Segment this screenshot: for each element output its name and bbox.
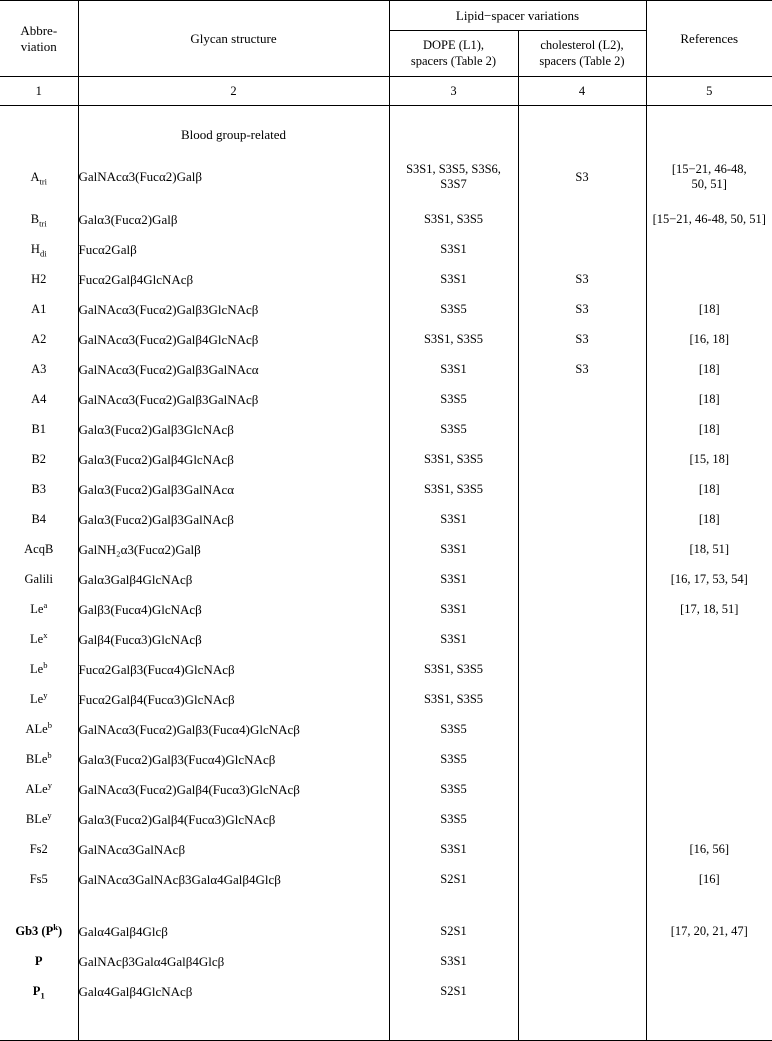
cell-references: [17, 18, 51]	[680, 602, 739, 616]
cell-dope-spacers: S3S5	[389, 775, 518, 805]
cell-dope-spacers: S3S5	[389, 295, 518, 325]
cell-references: [15−21, 46-48, 50, 51]	[671, 162, 747, 191]
table-row	[0, 505, 772, 535]
cell-dope-spacers: S2S1	[389, 977, 518, 1007]
section-header-dope-cell	[389, 120, 518, 150]
cell-abbreviation: $B_{tri}$	[0, 205, 78, 235]
cell-abbreviation: BLe$^y$	[0, 805, 78, 835]
cell-references: [18]	[698, 302, 720, 316]
cell-references: [16, 17, 53, 54]	[670, 572, 748, 586]
table-row	[0, 977, 772, 1007]
section-header-ref-cell	[646, 120, 772, 150]
cell-dope-spacers: S3S1	[389, 947, 518, 977]
cell-glycan-structure: Galα3(Fucα2)Galβ4(Fucα3)GlcNAcβ	[78, 805, 389, 835]
cell-glycan-structure: Galα3(Fucα2)Galβ4GlcNAcβ	[78, 445, 389, 475]
cell-dope-spacers: S3S5	[389, 415, 518, 445]
cell-dope-spacers: S3S1, S3S5	[389, 445, 518, 475]
cell-cholesterol-spacers	[518, 595, 646, 625]
spacer-row-top	[0, 106, 772, 120]
cell-references	[646, 775, 772, 805]
cell-dope-spacers: S3S1, S3S5	[389, 655, 518, 685]
table-row	[0, 865, 772, 895]
cell-abbreviation: B4	[0, 505, 78, 535]
cell-abbreviation: ALe$^b$	[0, 715, 78, 745]
header-abbreviation-line2: viation	[20, 38, 57, 54]
table-row	[0, 565, 772, 595]
table-row	[0, 295, 772, 325]
gap-cell	[389, 895, 518, 917]
table-row	[0, 325, 772, 355]
table-row	[0, 150, 772, 205]
cell-glycan-structure: Galα3(Fucα2)Galβ3GlcNAcβ	[78, 415, 389, 445]
cell-glycan-structure: Galα4Galβ4Glcβ	[78, 917, 389, 947]
cell-abbreviation: Fs5	[0, 865, 78, 895]
spacer-cell	[646, 106, 772, 120]
cell-glycan-structure: Galβ4(Fucα3)GlcNAcβ	[78, 625, 389, 655]
cell-abbreviation: B3	[0, 475, 78, 505]
table-row	[0, 625, 772, 655]
cell-dope-spacers: S3S1	[389, 595, 518, 625]
cell-cholesterol-spacers	[518, 445, 646, 475]
cell-cholesterol-spacers: S3	[518, 355, 646, 385]
column-number-5: 5	[646, 77, 772, 106]
cell-glycan-structure: Galα3(Fucα2)Galβ3GalNAcβ	[78, 505, 389, 535]
cell-glycan-structure: GalNAcα3(Fucα2)Galβ4(Fucα3)GlcNAcβ	[78, 775, 389, 805]
cell-dope-spacers: S3S1, S3S5	[389, 685, 518, 715]
cell-abbreviation: Le$^b$	[0, 655, 78, 685]
cell-cholesterol-spacers	[518, 235, 646, 265]
cell-cholesterol-spacers	[518, 917, 646, 947]
column-number-2: 2	[78, 77, 389, 106]
cell-dope-spacers: S3S5	[389, 715, 518, 745]
cell-cholesterol-spacers	[518, 775, 646, 805]
cell-references	[646, 977, 772, 1007]
gap-cell	[518, 895, 646, 917]
cell-abbreviation: H2	[0, 265, 78, 295]
cell-dope-spacers: S3S1	[389, 235, 518, 265]
cell-cholesterol-spacers	[518, 805, 646, 835]
cell-references: [18, 51]	[689, 542, 730, 556]
cell-glycan-structure: Galα3(Fucα2)Galβ	[78, 205, 389, 235]
cell-references: [15−21, 46-48, 50, 51]	[652, 212, 766, 226]
table-row	[0, 775, 772, 805]
cell-abbreviation: A3	[0, 355, 78, 385]
cell-abbreviation: Fs2	[0, 835, 78, 865]
cell-abbreviation: Le$^y$	[0, 685, 78, 715]
cell-dope-spacers: S3S5	[389, 385, 518, 415]
header-abbreviation	[0, 1, 78, 77]
cell-dope-spacers: S3S1	[389, 265, 518, 295]
cell-glycan-structure: GalNH₂α3(Fucα2)Galβ	[78, 535, 389, 565]
cell-references	[646, 235, 772, 265]
table-row	[0, 655, 772, 685]
header-cholesterol	[518, 31, 646, 77]
table-row	[0, 805, 772, 835]
header-references	[646, 1, 772, 77]
header-cholesterol-line2: spacers (Table 2)	[539, 53, 625, 68]
table-row	[0, 475, 772, 505]
column-number-4: 4	[518, 77, 646, 106]
cell-abbreviation: A2	[0, 325, 78, 355]
table-row	[0, 445, 772, 475]
cell-glycan-structure: Fucα2Galβ4GlcNAcβ	[78, 265, 389, 295]
cell-cholesterol-spacers	[518, 475, 646, 505]
cell-references: [18]	[698, 362, 720, 376]
cell-cholesterol-spacers	[518, 625, 646, 655]
cell-dope-spacers: S2S1	[389, 865, 518, 895]
cell-abbreviation: A1	[0, 295, 78, 325]
cell-cholesterol-spacers	[518, 835, 646, 865]
cell-references: [18]	[698, 392, 720, 406]
cell-dope-spacers: S2S1	[389, 917, 518, 947]
cell-abbreviation: $A_{tri}$	[0, 150, 78, 205]
table-row	[0, 535, 772, 565]
cell-glycan-structure: GalNAcα3(Fucα2)Galβ3(Fucα4)GlcNAcβ	[78, 715, 389, 745]
header-dope	[389, 31, 518, 77]
cell-abbreviation: Le$^a$	[0, 595, 78, 625]
header-abbreviation-line1: Abbre-	[20, 22, 58, 38]
cell-references: [16, 56]	[689, 842, 730, 856]
cell-references	[646, 805, 772, 835]
header-lipid-spacer-group-label: Lipid−spacer variations	[455, 7, 580, 23]
header-glycan-structure	[78, 1, 389, 77]
table-row	[0, 835, 772, 865]
cell-glycan-structure: GalNAcα3(Fucα2)Galβ4GlcNAcβ	[78, 325, 389, 355]
cell-glycan-structure: Galα3(Fucα2)Galβ3GalNAcα	[78, 475, 389, 505]
cell-references	[646, 265, 772, 295]
cell-abbreviation: P	[0, 947, 78, 977]
cell-abbreviation: Galili	[0, 565, 78, 595]
cell-cholesterol-spacers	[518, 715, 646, 745]
cell-dope-spacers: S3S1, S3S5	[389, 205, 518, 235]
cell-references	[646, 655, 772, 685]
column-number-1: 1	[0, 77, 78, 106]
cell-cholesterol-spacers	[518, 205, 646, 235]
table-row	[0, 385, 772, 415]
cell-glycan-structure: Fucα2Galβ	[78, 235, 389, 265]
cell-glycan-structure: Fucα2Galβ4(Fucα3)GlcNAcβ	[78, 685, 389, 715]
cell-references: [17, 20, 21, 47]	[670, 924, 748, 938]
header-glycan-structure-label: Glycan structure	[190, 30, 277, 46]
gap-cell	[646, 895, 772, 917]
cell-cholesterol-spacers	[518, 685, 646, 715]
spacer-cell	[0, 106, 78, 120]
cell-abbreviation: Gb3 $(P^k)$	[0, 917, 78, 947]
cell-cholesterol-spacers	[518, 565, 646, 595]
cell-references	[646, 745, 772, 775]
cell-cholesterol-spacers	[518, 977, 646, 1007]
cell-glycan-structure: GalNAcα3GalNAcβ3Galα4Galβ4Glcβ	[78, 865, 389, 895]
cell-dope-spacers: S3S1	[389, 625, 518, 655]
cell-references: [15, 18]	[689, 452, 730, 466]
header-references-label: References	[680, 30, 739, 46]
cell-cholesterol-spacers	[518, 505, 646, 535]
cell-abbreviation: B2	[0, 445, 78, 475]
table-row	[0, 947, 772, 977]
cell-references	[646, 947, 772, 977]
cell-glycan-structure: Galα3(Fucα2)Galβ3(Fucα4)GlcNAcβ	[78, 745, 389, 775]
cell-abbreviation: AcqB	[0, 535, 78, 565]
header-lipid-spacer-group	[389, 1, 646, 31]
table-row	[0, 715, 772, 745]
section-header-title: Blood group-related	[78, 120, 389, 150]
cell-cholesterol-spacers	[518, 865, 646, 895]
table-row	[0, 205, 772, 235]
cell-references: [18]	[698, 512, 720, 526]
cell-glycan-structure: Galβ3(Fucα4)GlcNAcβ	[78, 595, 389, 625]
cell-references	[646, 625, 772, 655]
cell-glycan-structure: GalNAcβ3Galα4Galβ4Glcβ	[78, 947, 389, 977]
cell-dope-spacers: S3S1	[389, 835, 518, 865]
cell-dope-spacers: S3S1	[389, 565, 518, 595]
section-header-row	[0, 120, 772, 150]
cell-glycan-structure: GalNAcα3GalNAcβ	[78, 835, 389, 865]
cell-references: [18]	[698, 422, 720, 436]
cell-references	[646, 685, 772, 715]
cell-abbreviation: $H_{di}$	[0, 235, 78, 265]
spacer-cell	[389, 106, 518, 120]
cell-cholesterol-spacers	[518, 947, 646, 977]
cell-abbreviation: ALe$^y$	[0, 775, 78, 805]
table-row	[0, 355, 772, 385]
cell-dope-spacers: S3S1, S3S5	[389, 475, 518, 505]
cell-dope-spacers: S3S1, S3S5	[389, 325, 518, 355]
cell-cholesterol-spacers	[518, 745, 646, 775]
cell-cholesterol-spacers: S3	[518, 325, 646, 355]
table-row	[0, 745, 772, 775]
cell-dope-spacers: S3S1	[389, 505, 518, 535]
cell-references: [16]	[698, 872, 720, 886]
section-header-abbr-cell	[0, 120, 78, 150]
cell-abbreviation: B1	[0, 415, 78, 445]
spacer-cell	[78, 106, 389, 120]
cell-abbreviation: Le$^x$	[0, 625, 78, 655]
cell-cholesterol-spacers	[518, 415, 646, 445]
cell-references: [16, 18]	[689, 332, 730, 346]
cell-dope-spacers: S3S1	[389, 535, 518, 565]
cell-glycan-structure: Fucα2Galβ3(Fucα4)GlcNAcβ	[78, 655, 389, 685]
header-row-top	[0, 1, 772, 31]
cell-cholesterol-spacers	[518, 385, 646, 415]
table-row	[0, 415, 772, 445]
cell-glycan-structure: GalNAcα3(Fucα2)Galβ3GlcNAcβ	[78, 295, 389, 325]
cell-references	[646, 715, 772, 745]
section-gap-row	[0, 895, 772, 917]
cell-glycan-structure: Galα3Galβ4GlcNAcβ	[78, 565, 389, 595]
table-row	[0, 917, 772, 947]
cell-abbreviation: $P_1$	[0, 977, 78, 1007]
section-header-chol-cell	[518, 120, 646, 150]
cell-cholesterol-spacers	[518, 655, 646, 685]
table-row	[0, 685, 772, 715]
cell-glycan-structure: GalNAcα3(Fucα2)Galβ3GalNAcβ	[78, 385, 389, 415]
table-row	[0, 265, 772, 295]
table-row	[0, 235, 772, 265]
cell-references: [18]	[698, 482, 720, 496]
cell-dope-spacers: S3S1, S3S5, S3S6, S3S7	[389, 150, 518, 205]
cell-glycan-structure: GalNAcα3(Fucα2)Galβ3GalNAcα	[78, 355, 389, 385]
cell-glycan-structure: Galα4Galβ4GlcNAcβ	[78, 977, 389, 1007]
cell-cholesterol-spacers: S3	[518, 295, 646, 325]
cell-abbreviation: BLe$^b$	[0, 745, 78, 775]
header-cholesterol-line1: cholesterol (L2),	[540, 38, 624, 53]
column-number-row	[0, 77, 772, 106]
gap-cell	[0, 895, 78, 917]
cell-cholesterol-spacers: S3	[518, 265, 646, 295]
cell-dope-spacers: S3S1	[389, 355, 518, 385]
cell-glycan-structure: GalNAcα3(Fucα2)Galβ	[78, 150, 389, 205]
spacer-cell	[518, 106, 646, 120]
table-row	[0, 595, 772, 625]
cell-dope-spacers: S3S5	[389, 745, 518, 775]
header-dope-line1: DOPE (L1),	[422, 38, 485, 53]
cell-cholesterol-spacers: S3	[518, 150, 646, 205]
gap-cell	[78, 895, 389, 917]
column-number-3: 3	[389, 77, 518, 106]
cell-dope-spacers: S3S5	[389, 805, 518, 835]
cell-cholesterol-spacers	[518, 535, 646, 565]
header-dope-line2: spacers (Table 2)	[410, 53, 497, 68]
cell-abbreviation: A4	[0, 385, 78, 415]
